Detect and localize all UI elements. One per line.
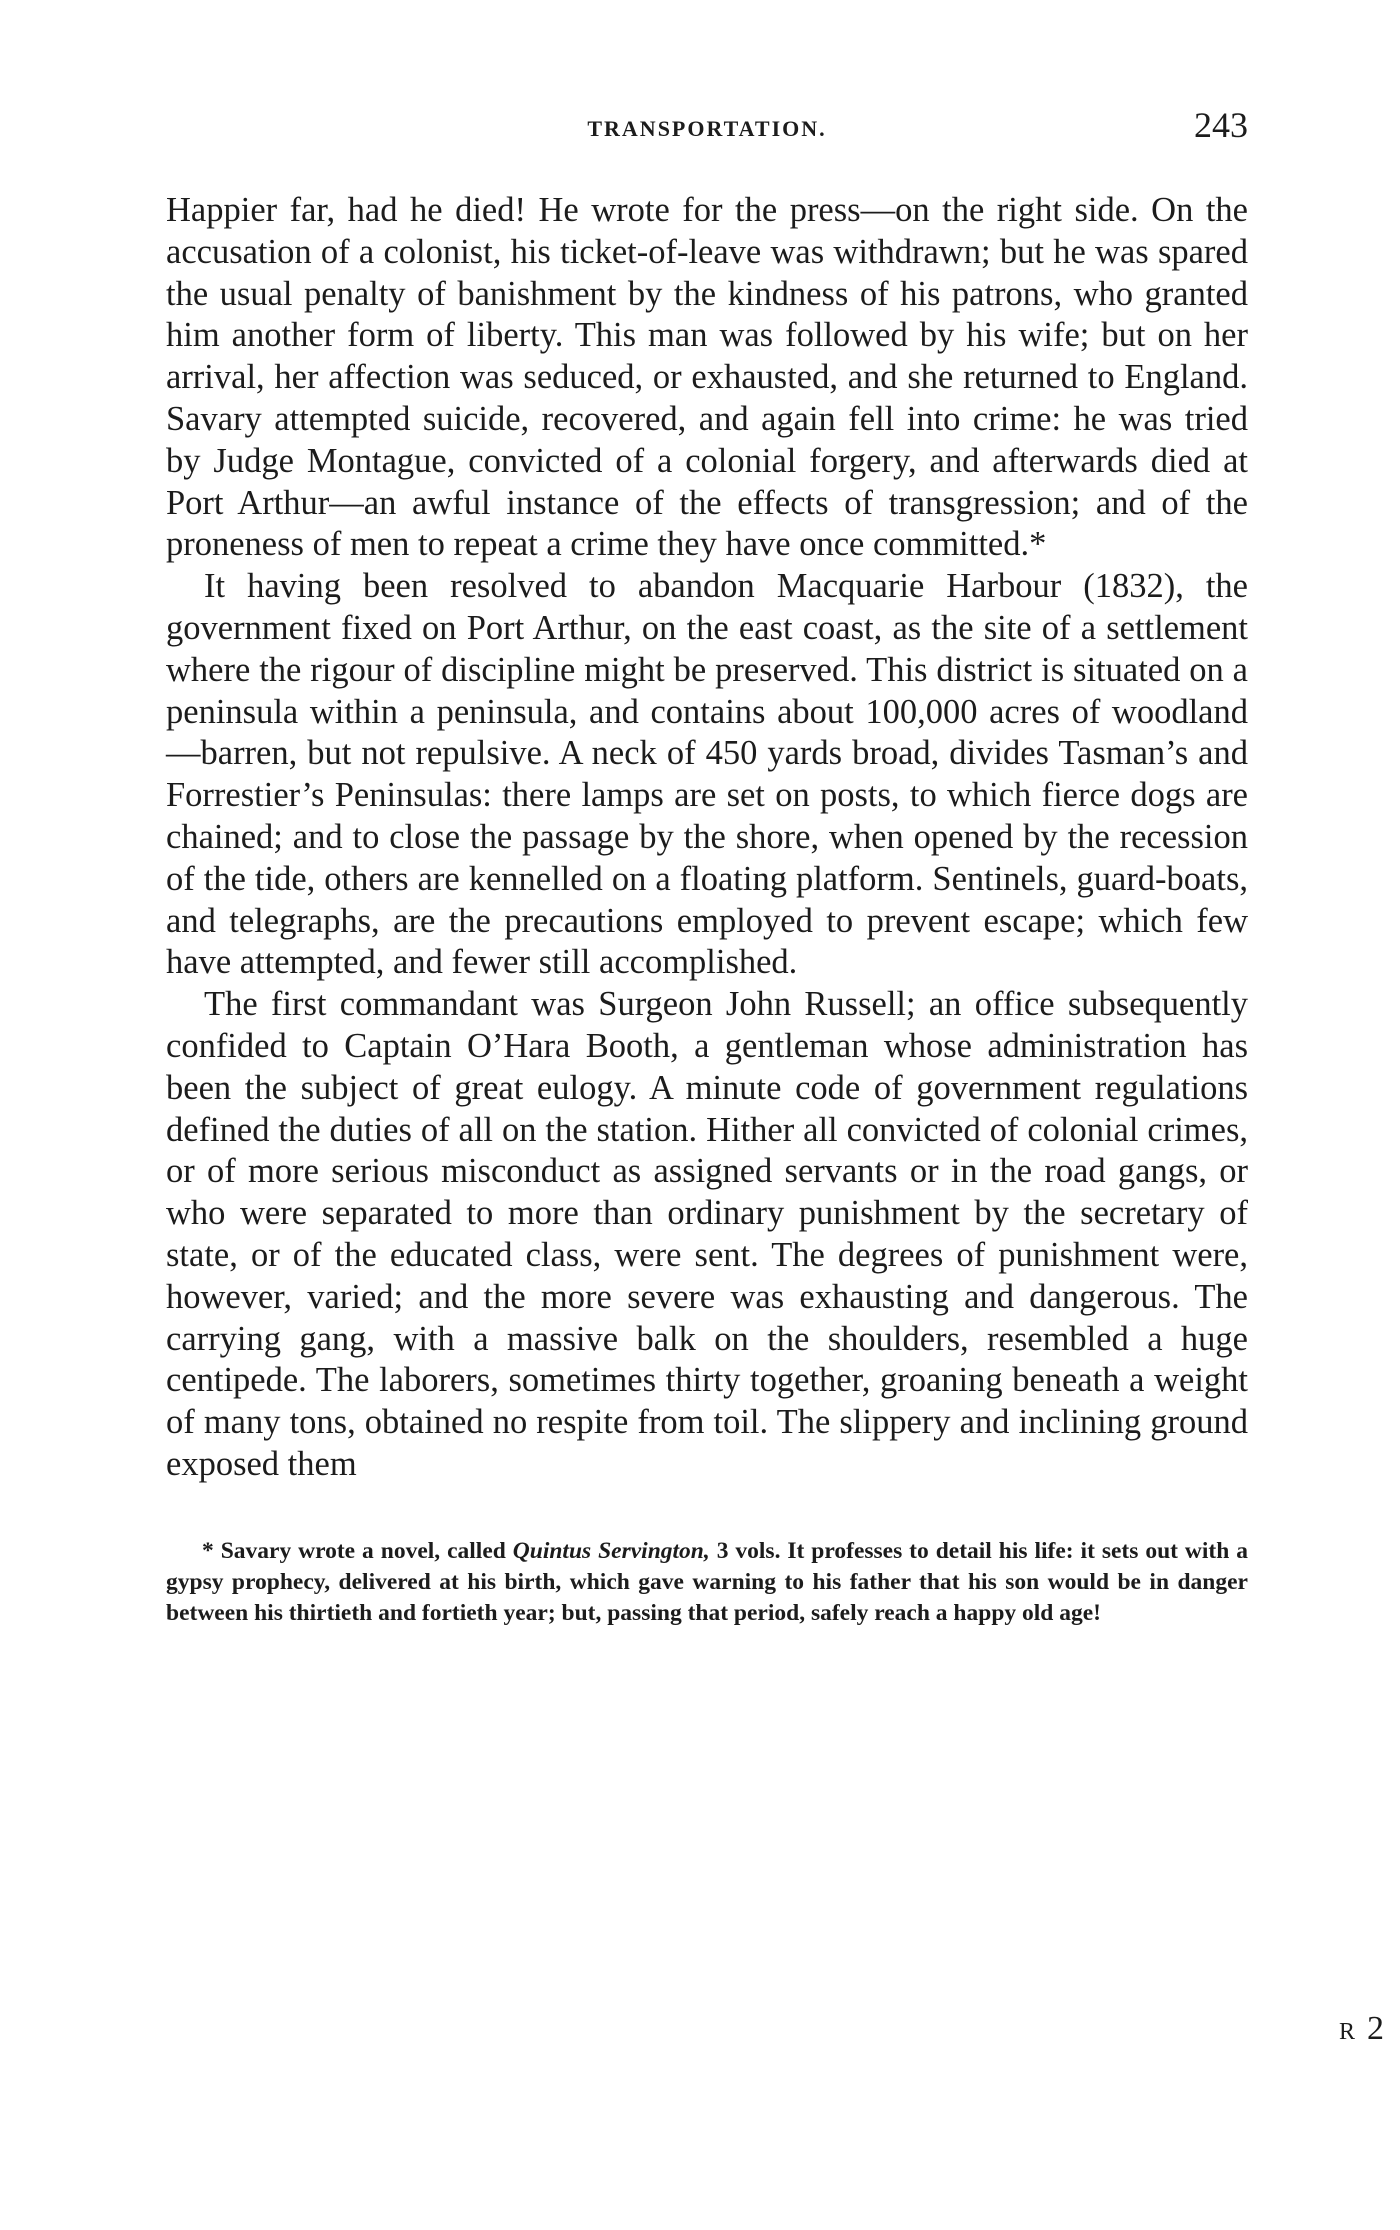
footnote-book-title: Quintus Servington, bbox=[512, 1537, 710, 1564]
paragraph-commandant: The first commandant was Surgeon John Russell; an office subsequently confided to Captain O’Hara Booth, a gentleman whose administration has been the subject of great eulogy. A minute code of government regulations defined the duties of all on the station. Hither all convicted of colonial crimes, or of more serious misconduct as assigned servants or in the road gangs, or who were separated to more than ordinary punishment by the secretary of state, or of the educated class, were sent. The degrees of punishment were, however, varied; and the more severe was exhausting and dangerous. The carrying gang, with a massive balk on the shoulders, resembled a huge centipede. The laborers, sometimes thirty together, groaning beneath a weight of many tons, obtained no respite from toil. The slippery and inclining ground exposed them bbox=[166, 985, 1248, 1483]
footnote-text: 3 vols. It professes to detail his life: it sets out with a gypsy prophecy, delivered at his birth, which gave warning to his father that his son would be in danger between his thirtieth and fortieth year; but, passing that period, safely reach a happy old age! bbox=[166, 1537, 1248, 1626]
paragraph-continuation: Happier far, had he died! He wrote for the press—on the right side. On the accusation of a colonist, his ticket-of-leave was withdrawn; but he was spared the usual penalty of banishment by the kindness of his patrons, who granted him another form of liberty. This man was followed by his wife; but on her arrival, her affection was seduced, or exhausted, and she returned to England. Savary attempted suicide, recovered, and again fell into crime: he was tried by Judge Montague, convicted of a colonial forgery, and afterwards died at Port Arthur—an awful instance of the effects of transgression; and of the proneness of men to repeat a crime they have once committed.* bbox=[166, 191, 1248, 564]
running-title: TRANSPORTATION. bbox=[587, 116, 827, 141]
body-text bbox=[166, 190, 1248, 1486]
book-page bbox=[166, 100, 1248, 1629]
signature-number: 2 bbox=[1367, 2010, 1384, 2047]
signature-letter: R bbox=[1338, 2019, 1357, 2045]
page-header bbox=[166, 100, 1248, 160]
page-number: 243 bbox=[1194, 105, 1248, 145]
paragraph-port-arthur: It having been resolved to abandon Macquarie Harbour (1832), the government fixed on Port Arthur, on the east coast, as the site of a settlement where the rigour of discipline might be preserved. This district is situated on a peninsula within a peninsula, and contains about 100,000 acres of woodland—barren, but not repulsive. A neck of 450 yards broad, divides Tasman’s and Forrestier’s Peninsulas: there lamps are set on posts, to which fierce dogs are chained; and to close the passage by the shore, when opened by the recession of the tide, others are kennelled on a floating platform. Sentinels, guard-boats, and telegraphs, are the precautions employed to prevent escape; which few have attempted, and fewer still accomplished. bbox=[166, 567, 1248, 982]
signature-mark bbox=[1339, 2010, 1384, 2048]
footnote-lead: * Savary wrote a novel, called bbox=[202, 1537, 513, 1564]
footnote bbox=[166, 1536, 1248, 1629]
